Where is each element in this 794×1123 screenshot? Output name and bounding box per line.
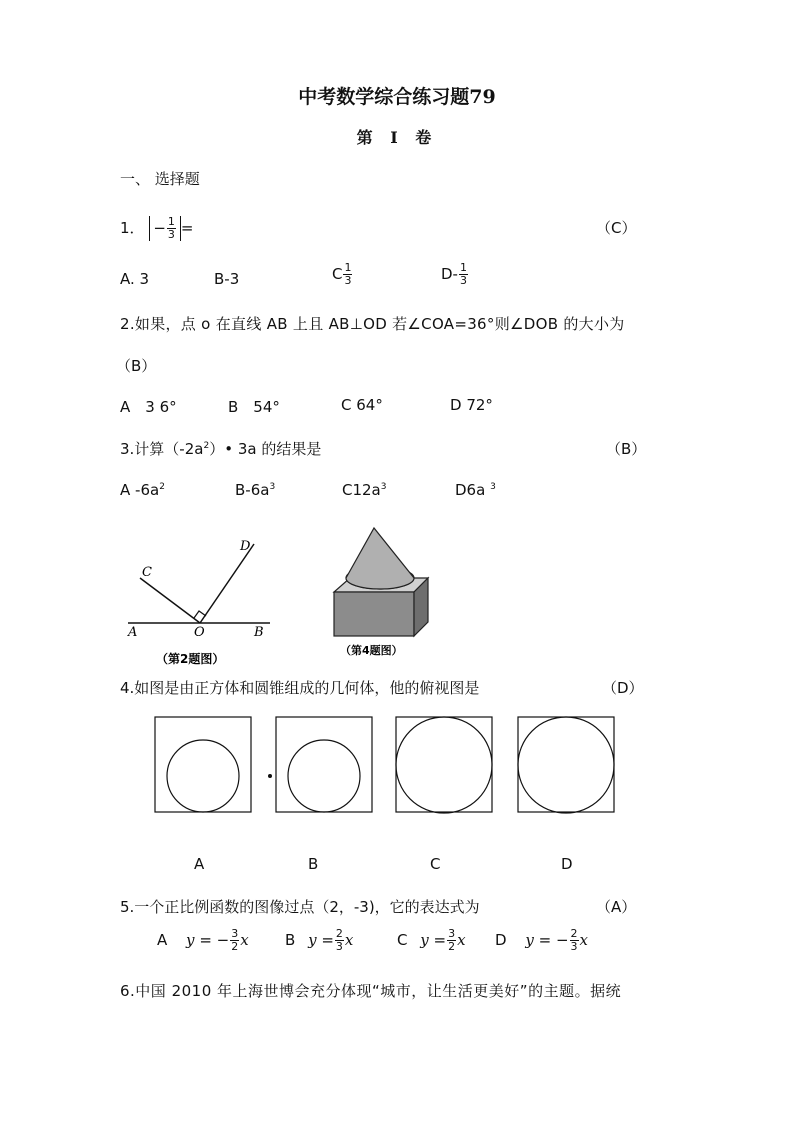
- q5-b-sign: =: [321, 931, 334, 949]
- q5-b-num: 2: [335, 927, 343, 940]
- q4-label-b: B: [308, 855, 319, 873]
- caption-fig2: （第2题图）: [156, 652, 225, 666]
- ray-oc: [140, 578, 200, 623]
- q5-b-fraction: [335, 928, 344, 953]
- q1-option-d-label: D-: [441, 265, 458, 283]
- q3-answer: （B）: [606, 440, 647, 458]
- q4-label-d: D: [561, 855, 573, 873]
- q5-c-sign: =: [433, 931, 447, 949]
- q1-option-c-fraction: [343, 262, 352, 287]
- q5-a-label: A: [157, 931, 168, 949]
- q1-num: 1: [167, 215, 175, 228]
- q5-b-den: 3: [335, 940, 343, 953]
- q3-c-sup: 3: [380, 482, 387, 492]
- circle-b: [288, 740, 360, 812]
- figure-q4: [326, 522, 436, 660]
- cone-body: [346, 528, 414, 589]
- q1-number: 1．: [120, 219, 145, 237]
- q4-options-figure: [150, 712, 620, 818]
- q1-answer: （C）: [596, 219, 637, 237]
- q5-c-num: 3: [448, 927, 456, 940]
- circle-d: [518, 717, 614, 813]
- q3-text-sup: 2: [203, 441, 210, 451]
- label-o: O: [194, 625, 205, 640]
- question-3: [120, 438, 321, 459]
- figure-q2: [122, 530, 282, 672]
- q5-b-label: B: [285, 931, 296, 949]
- q2-option-a: A 3 6°: [120, 398, 177, 416]
- label-a: A: [128, 625, 138, 640]
- q1-c-den: 3: [344, 274, 352, 287]
- question-1: [120, 216, 193, 241]
- q3-b-sup: 3: [269, 482, 276, 492]
- q5-option-a: [157, 928, 249, 953]
- label-c: C: [142, 565, 152, 580]
- label-b: B: [254, 625, 264, 640]
- q3-d-text: D6a: [455, 481, 491, 499]
- question-4: 4.如图是由正方体和圆锥组成的几何体，他的俯视图是: [120, 679, 480, 697]
- circle-a: [167, 740, 239, 812]
- q5-d-var: x: [579, 931, 588, 949]
- q5-a-num: 3: [231, 927, 239, 940]
- q2-option-d: D 72°: [450, 396, 493, 414]
- q1-option-c: [332, 262, 353, 287]
- q2-option-b: B 54°: [228, 398, 280, 416]
- q3-option-c: [342, 481, 387, 499]
- q5-option-b: [285, 928, 353, 953]
- page-title: 中考数学综合练习题79: [298, 86, 496, 108]
- q4-option-b-figure: [276, 717, 372, 812]
- q5-a-lhs: y: [186, 931, 195, 949]
- q5-d-fraction: [570, 928, 579, 953]
- q5-c-lhs: y: [420, 931, 429, 949]
- q5-c-var: x: [457, 931, 466, 949]
- q1-den: 3: [167, 228, 175, 241]
- question-2-line2: （B）: [116, 357, 157, 375]
- q1-option-b: B-3: [214, 270, 240, 288]
- q3-b-text: B-6a: [235, 481, 270, 499]
- q1-d-den: 3: [459, 274, 467, 287]
- question-6: 6.中国 2010 年上海世博会充分体现“城市，让生活更美好”的主题。据统: [120, 982, 622, 1000]
- q5-a-var: x: [240, 931, 249, 949]
- q3-text-pre: 3.计算（-2a: [120, 440, 204, 458]
- q5-a-sign: = −: [199, 931, 230, 949]
- q5-d-label: D: [495, 931, 507, 949]
- q3-text-post: ）• 3a 的结果是: [209, 440, 322, 458]
- q4-answer: （D）: [602, 679, 644, 697]
- caption-fig4: （第4题图）: [340, 644, 403, 657]
- q3-option-a: [120, 481, 165, 499]
- q5-option-c: [397, 928, 466, 953]
- circle-c: [396, 717, 492, 813]
- section-heading: 一、 选择题: [120, 170, 200, 188]
- q5-d-lhs: y: [525, 931, 534, 949]
- q3-option-d: [455, 481, 496, 499]
- q3-a-text: A -6a: [120, 481, 160, 499]
- q1-fraction: [167, 216, 176, 241]
- q1-equals: =: [180, 219, 194, 237]
- q5-d-num: 2: [570, 927, 578, 940]
- q4-label-a: A: [194, 855, 205, 873]
- q1-abs-expression: [149, 216, 181, 241]
- q1-option-d-fraction: [459, 262, 468, 287]
- q1-option-a: A. 3: [120, 270, 150, 288]
- q5-b-lhs: y: [308, 931, 317, 949]
- question-5: 5.一个正比例函数的图像过点（2，-3)，它的表达式为: [120, 898, 480, 916]
- q5-a-fraction: [230, 928, 239, 953]
- q1-c-num: 1: [344, 261, 352, 274]
- q5-a-den: 2: [231, 940, 239, 953]
- q5-option-d: [495, 928, 588, 953]
- q4-option-c-figure: [396, 717, 492, 813]
- q4-label-c: C: [430, 855, 441, 873]
- q5-b-var: x: [344, 931, 354, 949]
- q5-c-label: C: [397, 931, 408, 949]
- q3-a-sup: 2: [159, 482, 165, 492]
- ray-od: [200, 544, 254, 623]
- q5-d-den: 3: [570, 940, 578, 953]
- question-2-line1: 2.如果，点 o 在直线 AB 上且 AB⊥OD 若∠COA=36°则∠DOB 的大小为: [120, 315, 625, 333]
- q1-d-num: 1: [459, 261, 467, 274]
- q4-option-d-figure: [518, 717, 614, 813]
- q5-d-sign: = −: [538, 931, 569, 949]
- q1-option-d: [441, 262, 469, 287]
- q5-answer: （A）: [596, 898, 637, 916]
- q1-option-c-label: C: [332, 265, 343, 283]
- label-d: D: [240, 539, 251, 554]
- q3-option-b: [235, 481, 275, 499]
- q1-minus: −: [153, 219, 166, 237]
- q2-option-c: C 64°: [341, 396, 383, 414]
- q3-d-sup: 3: [490, 482, 496, 492]
- q3-c-text: C12a: [342, 481, 381, 499]
- page-subtitle: 第 Ⅰ 卷: [356, 128, 438, 147]
- q5-c-fraction: [447, 928, 456, 953]
- q5-c-den: 2: [448, 940, 456, 953]
- q4-option-a-figure: [155, 717, 251, 812]
- cube-front-face: [334, 592, 414, 636]
- dot-mark: [268, 774, 272, 778]
